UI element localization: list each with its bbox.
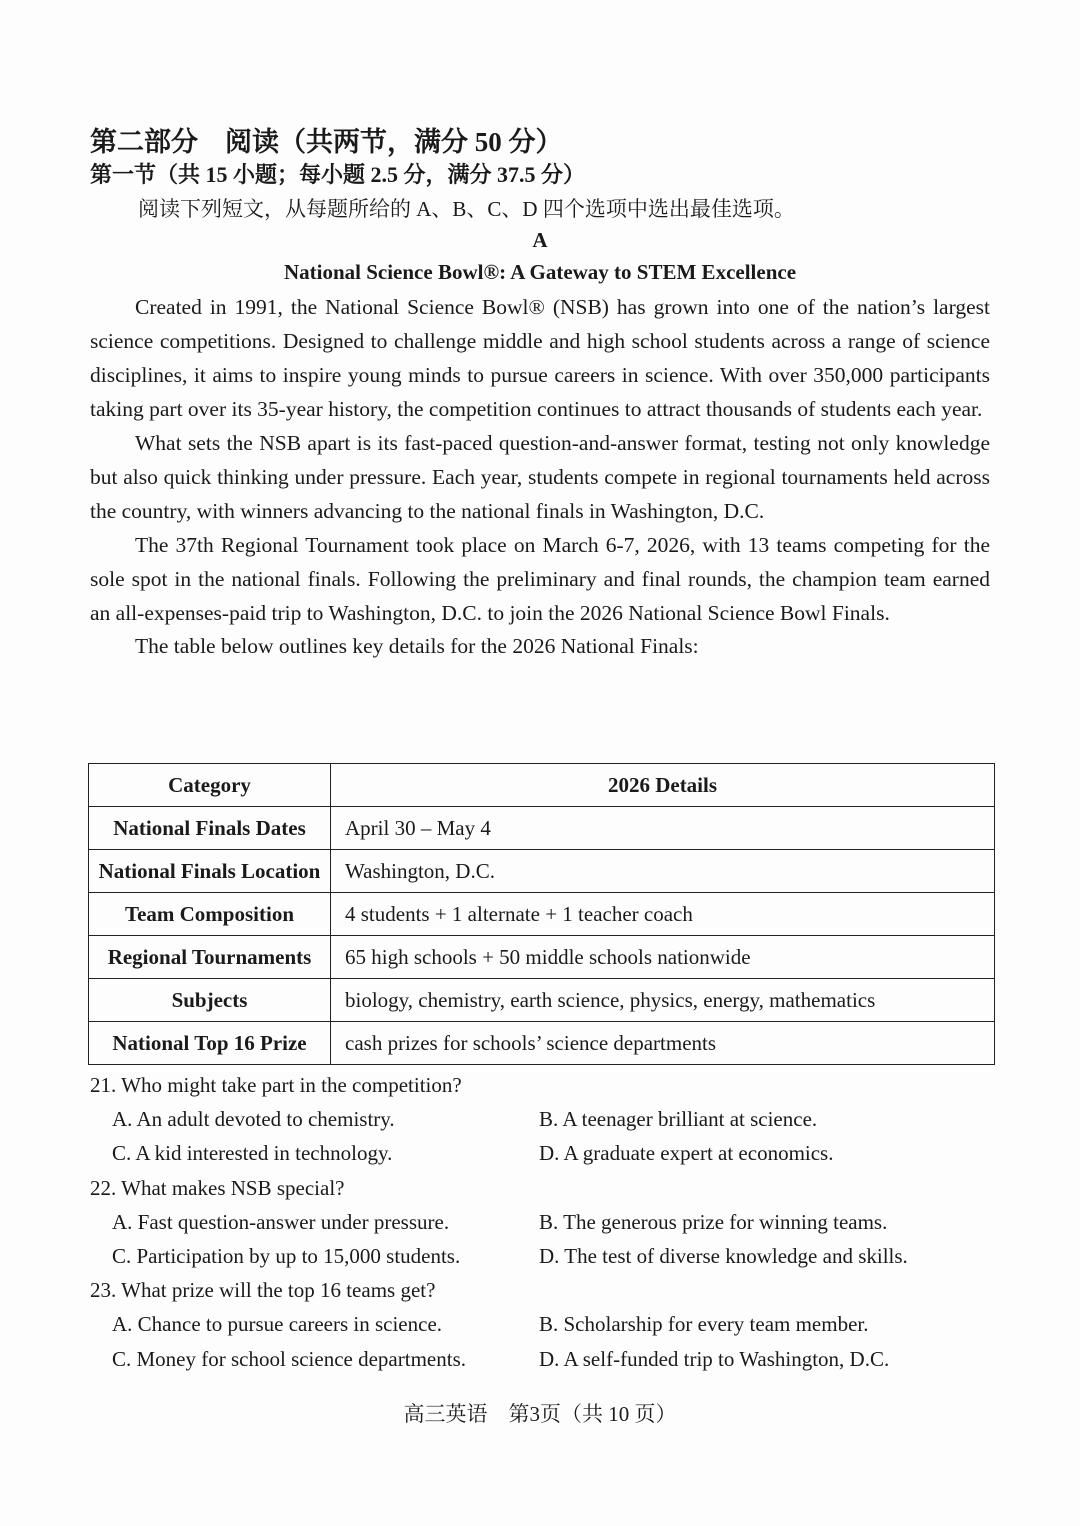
question-stem: 22. What makes NSB special? [90,1175,345,1200]
question-23 [90,1273,990,1376]
option-c: C. Participation by up to 15,000 students. [112,1244,461,1269]
option-b: B. Scholarship for every team member. [539,1312,869,1337]
category-cell: National Finals Dates [89,807,331,850]
table-row [89,1022,995,1065]
paragraph: The table below outlines key details for the 2026 National Finals: [135,634,699,658]
detail-cell: April 30 – May 4 [331,807,995,850]
paragraph: What sets the NSB apart is its fast-paced question-and-answer format, testing not only knowledge but also quick thinking under pressure. Each year, students compete in regional tournaments held across the country, with winners advancing to the national finals in Washington, D.C. [90,431,990,523]
category-cell: National Top 16 Prize [89,1022,331,1065]
detail-cell: 4 students + 1 alternate + 1 teacher coach [331,893,995,936]
question-21 [90,1068,990,1171]
option-b: B. A teenager brilliant at science. [539,1107,818,1132]
option-b: B. The generous prize for winning teams. [539,1209,888,1234]
details-table [88,763,995,1065]
category-cell: Regional Tournaments [89,936,331,979]
table-row [89,807,995,850]
paragraph: Created in 1991, the National Science Bowl® (NSB) has grown into one of the nation’s largest science competitions. Designed to challenge middle and high school students across a range of science disciplines, it aims to inspire young minds to pursue careers in science. With over 350,000 participants taking part over its 35-year history, the competition continues to attract thousands of students each year. [90,295,990,421]
instruction: 阅读下列短文，从每题所给的 A、B、C、D 四个选项中选出最佳选项。 [138,197,795,221]
option-c: C. A kid interested in technology. [112,1141,393,1166]
option-a: A. Chance to pursue careers in science. [112,1312,443,1337]
part-heading: 第二部分 阅读（共两节，满分 50 分） [90,127,563,157]
option-c: C. Money for school science departments. [112,1346,466,1371]
passage-title: National Science Bowl®: A Gateway to STEM Excellence [283,260,797,284]
table-row [89,979,995,1022]
table-row [89,936,995,979]
detail-cell: 65 high schools + 50 middle schools nationwide [331,936,995,979]
table-row [89,850,995,893]
option-a: A. Fast question-answer under pressure. [112,1209,450,1234]
detail-cell: Washington, D.C. [331,850,995,893]
category-cell: Subjects [89,979,331,1022]
option-d: D. A self-funded trip to Washington, D.C. [539,1346,890,1371]
header-cell: 2026 Details [331,764,995,807]
page-footer: 高三英语 第3页（共 10 页） [403,1402,677,1426]
question-stem: 23. What prize will the top 16 teams get? [90,1278,436,1303]
section-heading: 第一节（共 15 小题；每小题 2.5 分，满分 37.5 分） [90,162,586,187]
paragraph: The 37th Regional Tournament took place on March 6-7, 2026, with 13 teams competing for the sole spot in the national finals. Following the preliminary and final rounds, the champion team earned an all-expenses-paid trip to Washington, D.C. to join the 2026 National Science Bowl Finals. [90,533,990,625]
category-cell: National Finals Location [89,850,331,893]
option-d: D. The test of diverse knowledge and skills. [539,1244,908,1269]
table-row [89,893,995,936]
category-cell: Team Composition [89,893,331,936]
questions [90,1068,990,1376]
question-stem: 21. Who might take part in the competition? [90,1073,462,1097]
detail-cell: biology, chemistry, earth science, physics, energy, mathematics [331,979,995,1022]
table-header [89,764,995,807]
detail-cell: cash prizes for schools’ science departments [331,1022,995,1065]
passage-label: A [532,228,548,252]
passage-body [90,290,990,663]
option-d: D. A graduate expert at economics. [539,1141,834,1166]
option-a: A. An adult devoted to chemistry. [112,1107,395,1132]
header-cell: Category [89,764,331,807]
question-22 [90,1171,990,1274]
